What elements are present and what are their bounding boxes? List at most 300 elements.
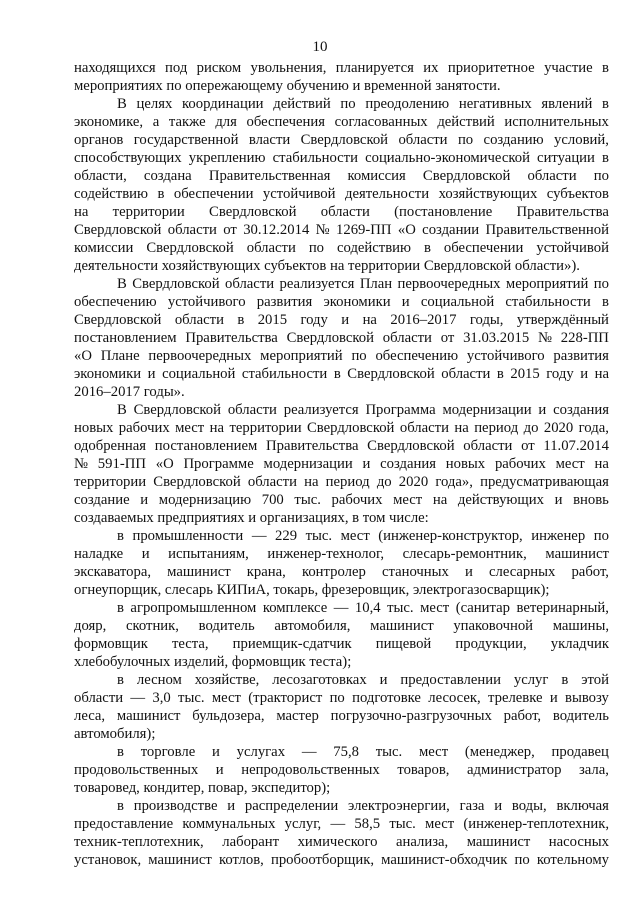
word: химического [297,834,378,850]
word: по [340,96,356,112]
text-line [74,401,609,419]
word: Правительственной [485,222,609,238]
text-line [74,473,609,491]
word: 11.07.2014 [543,438,609,454]
text-line [74,131,609,149]
word: ситуации [537,150,595,166]
word: «О [74,348,92,364]
text-line [74,455,609,473]
text-line [74,329,609,347]
text-line: деятельности хозяйствующих субъектов на территории Свердловской области»). [74,258,580,274]
text-line [74,59,609,77]
word: создана [143,168,192,184]
word: в [601,294,609,310]
word: 2020 [543,420,574,436]
word: электроэнергии, [348,798,450,814]
word: период [325,474,370,490]
word: негативных [458,96,532,112]
word: и [147,366,156,382]
word: и [227,798,236,814]
word: на [594,366,609,382]
word: План [359,276,393,292]
word: Плане [100,348,140,364]
word: машинист [167,564,231,580]
word: обеспечении [443,240,524,256]
word: период [474,420,519,436]
word: области [320,204,370,220]
word: и [538,402,547,418]
word: предусматривающая [480,474,609,490]
word: области [247,474,297,490]
word: в [117,672,124,688]
word: 75,8 [333,744,359,760]
word: по [457,132,474,148]
word: этой [581,672,609,688]
text-line [74,527,609,545]
word: в [237,312,245,328]
text-line: 2016–2017 годы». [74,384,185,400]
text-line: создаваемых предприятиях и организациях, в том числе: [74,510,429,526]
word: экономике, [74,114,144,130]
text-line [74,437,609,455]
word: устойчивой [262,186,336,202]
word: мест [419,744,449,760]
word: стабильности [505,294,591,310]
word: на [362,312,377,328]
word: слесарь-ремонтник, [402,546,527,562]
word: рабочих [118,420,170,436]
word: (санитар [455,600,510,616]
text-line: товаровед, кондитер, повар, экспедитор); [74,780,331,796]
word: Свердловской [347,366,435,382]
text-line [74,851,609,869]
word: испытаниям, [168,546,249,562]
word: котельному [536,852,609,868]
word: и [549,690,558,706]
word: содействию [337,240,411,256]
word: обеспечении [173,186,254,202]
word: устойчивого [466,348,545,364]
word: до [523,420,539,436]
word: и [379,672,388,688]
word: находящихся [74,60,156,76]
word: Свердловской [307,420,395,436]
word: 58,5 [354,816,381,832]
word: № [74,456,89,472]
word: мест [175,420,205,436]
text-line [74,185,609,203]
word: от [223,222,237,238]
word: области, [74,168,127,184]
word: обеспечению [375,348,459,364]
text-line [74,599,609,617]
word: и [362,456,371,472]
word: (постановление [394,204,493,220]
word: экономики [74,366,142,382]
word: по [593,528,609,544]
text-line: автомобиля); [74,726,156,742]
text-line [74,347,609,365]
word: Свердловской [132,276,220,292]
word: на [209,420,225,436]
word: (инженер-конструктор, [378,528,523,544]
word: Свердловской [146,240,234,256]
word: В [117,402,127,418]
word: тыс. [305,528,333,544]
word: газа [459,798,485,814]
word: новых [445,456,486,472]
word: производстве [133,798,218,814]
word: области [167,222,217,238]
word: Правительственная [208,168,331,184]
word: — [130,690,146,706]
text-line [74,167,609,185]
word: коммунальных [182,816,276,832]
word: продовольственных [74,762,199,778]
word: действий [437,114,495,130]
word: анализа, [395,834,449,850]
word: 3,0 [152,690,171,706]
word: экономики [323,294,391,310]
word: постановлением [154,438,258,454]
word: зала, [578,762,609,778]
word: предоставление [74,816,174,832]
word: от [521,438,535,454]
word: в [333,366,341,382]
text-line [74,113,609,131]
word: 591-ПП [97,456,146,472]
word: машинист [545,546,609,562]
word: упаковочной [453,618,534,634]
text-line [74,365,609,383]
word: (инженер-теплотехник, [463,816,609,832]
word: риском [196,60,242,76]
word: создания [380,456,437,472]
word: 228-ПП [560,330,609,346]
word: для [215,114,237,130]
word: инженер [531,528,586,544]
word: реализуется [283,402,359,418]
word: года», [435,474,473,490]
word: в [157,186,165,202]
word: области [441,366,491,382]
word: содействию [74,186,148,202]
word: по [308,240,325,256]
text-line [74,815,609,833]
word: по [593,168,609,184]
text-line [74,689,609,707]
word: лесном [136,672,182,688]
word: машинист [370,618,434,634]
word: области [399,420,449,436]
word: на [304,474,319,490]
word: работ, [503,708,542,724]
word: комплексе [262,600,328,616]
word: товаров, [397,762,450,778]
word: мероприятий [260,348,343,364]
word: органов [74,132,124,148]
word: устойчивой [536,240,609,256]
word: Программе [183,456,254,472]
word: области [527,168,577,184]
word: году [546,366,574,382]
word: непродовольственных [241,762,380,778]
word: году [300,312,328,328]
word: области [227,402,277,418]
text-line [74,617,609,635]
word: торговле [140,744,196,760]
word: на [432,492,448,508]
word: крана, [246,564,286,580]
word: первоочередных [397,276,501,292]
word: насосных [548,834,609,850]
word: Свердловской [367,438,455,454]
word: машинист-обходчик [381,852,508,868]
word: модернизации [263,456,353,472]
word: государственной [133,132,239,148]
text-line: мероприятиях по опережающему обучению и временной занятости. [74,78,501,94]
word: деятельности [344,186,430,202]
word: рабочих [331,492,383,508]
word: планируется [335,60,414,76]
word: хозяйствующих [438,186,538,202]
word: области [382,330,432,346]
word: формовщик [74,636,148,652]
word: одобренная [74,438,147,454]
word: субъектов [546,186,609,202]
word: тыс. [294,492,321,508]
word: действующих [457,492,544,508]
word: — [333,600,349,616]
word: Правительства [185,330,278,346]
word: и [341,312,350,328]
word: обеспечению [74,294,157,310]
word: новых [74,420,114,436]
word: по [329,690,345,706]
text-line [74,563,609,581]
word: хозяйстве, [194,672,260,688]
word: стабильности [241,366,328,382]
text-line: огнеупорщик, слесарь КИПиА, токарь, фрезеровщик, электрогазосварщик); [74,582,550,598]
word: комиссия [347,168,406,184]
word: Свердловской [422,168,511,184]
text-line [74,239,609,257]
word: — [251,528,267,544]
word: Свердловской [74,222,162,238]
word: в [496,366,504,382]
word: действий [273,96,331,112]
text-line [74,833,609,851]
word: — [301,744,317,760]
word: первоочередных [148,348,252,364]
word: также [168,114,206,130]
word: укреплению [188,150,266,166]
word: «О [155,456,174,472]
word: тыс. [375,744,403,760]
word: № [315,222,330,238]
word: модернизацию [158,492,252,508]
word: 2016–2017 [390,312,457,328]
word: на [454,420,469,436]
word: а [152,114,160,130]
word: в [423,240,431,256]
word: автомобиля, [274,618,351,634]
word: исполнительных [504,114,609,130]
word: участие [544,60,593,76]
word: тыс. [387,600,414,616]
word: в [602,150,609,166]
word: в [117,798,124,814]
word: и [580,366,589,382]
word: социально-экономической [365,150,530,166]
word: Программа [365,402,436,418]
word: области [74,690,124,706]
word: администратор [467,762,562,778]
word: вывозу [565,690,609,706]
word: их [423,60,439,76]
word: явлений [541,96,593,112]
word: мастер [276,708,319,724]
word: В [117,96,127,112]
word: тыс. [178,690,205,706]
word: мест [420,600,450,616]
word: включая [556,798,609,814]
word: теста, [171,636,209,652]
word: укладчик [550,636,609,652]
word: установок, [74,852,142,868]
word: под [165,60,188,76]
text-line [74,635,609,653]
word: 700 [261,492,284,508]
word: развития [256,294,313,310]
word: воды, [511,798,547,814]
text-line [74,275,609,293]
word: — [330,816,346,832]
word: 30.12.2014 [243,222,310,238]
word: (менеджер, [464,744,535,760]
word: 2015 [510,366,540,382]
word: пробоотборщик, [270,852,375,868]
word: Свердловской [286,330,374,346]
word: машины, [552,618,609,634]
word: устойчивого [167,294,246,310]
word: и [211,744,220,760]
word: и [401,294,410,310]
word: развития [553,348,609,364]
word: создании [422,222,480,238]
word: погрузочно-разгрузочных [330,708,492,724]
word: подготовке [352,690,421,706]
word: инженер-технолог, [267,546,385,562]
word: и [215,762,224,778]
word: услугах [236,744,286,760]
word: условий, [554,132,609,148]
word: и [141,546,150,562]
word: созданию [483,132,544,148]
word: распределении [244,798,339,814]
word: от [440,330,455,346]
word: по [514,852,530,868]
word: рабочих [494,456,546,472]
word: контролер [301,564,366,580]
word: (тракторист [248,690,323,706]
word: по [593,276,609,292]
word: области [225,276,275,292]
word: промышленности [132,528,244,544]
word: области [398,132,448,148]
word: года, [578,420,609,436]
word: утверждённый [516,312,609,328]
word: станочных [381,564,449,580]
word: создание [74,492,130,508]
word: в [602,96,609,112]
body-text [74,59,609,869]
text-line [74,293,609,311]
word: на [594,456,609,472]
text-line [74,761,609,779]
text-line: хлебобулочных изделий, формовщик теста); [74,654,352,670]
word: власти [248,132,291,148]
word: Правительства [516,204,609,220]
word: Свердловской [74,312,162,328]
word: постановлением [74,330,177,346]
page-number: 10 [312,39,328,55]
word: в [117,744,124,760]
word: комиссии [74,240,134,256]
text-line [74,707,609,725]
text-line [74,221,609,239]
word: социальной [420,294,495,310]
word: реализуется [279,276,355,292]
word: в [561,672,569,688]
text-line [74,311,609,329]
word: Свердловской [300,132,389,148]
word: скотник, [125,618,179,634]
word: 229 [275,528,298,544]
word: агропромышленном [130,600,257,616]
word: услуг [513,672,549,688]
word: мест [393,492,423,508]
text-line [74,95,609,113]
word: № [537,330,552,346]
word: 2015 [257,312,288,328]
word: в [117,528,124,544]
word: приемщик-сдатчик [232,636,352,652]
word: мероприятий [505,276,589,292]
word: дояр, [74,618,107,634]
word: водитель [552,708,609,724]
word: мест [555,456,585,472]
word: котлов, [218,852,264,868]
word: и [464,564,473,580]
word: 2020 [398,474,429,490]
word: продавец [551,744,609,760]
word: преодолению [365,96,450,112]
word: услуг, [284,816,322,832]
word: обеспечения [246,114,325,130]
text-line [74,203,609,221]
word: целях [136,96,173,112]
word: продукции, [455,636,527,652]
word: машинист [148,852,212,868]
word: модернизации [442,402,532,418]
word: мест [340,528,370,544]
word: приоритетное [447,60,535,76]
word: на [74,204,89,220]
word: территории [229,420,302,436]
text-line [74,419,609,437]
word: и [494,798,503,814]
